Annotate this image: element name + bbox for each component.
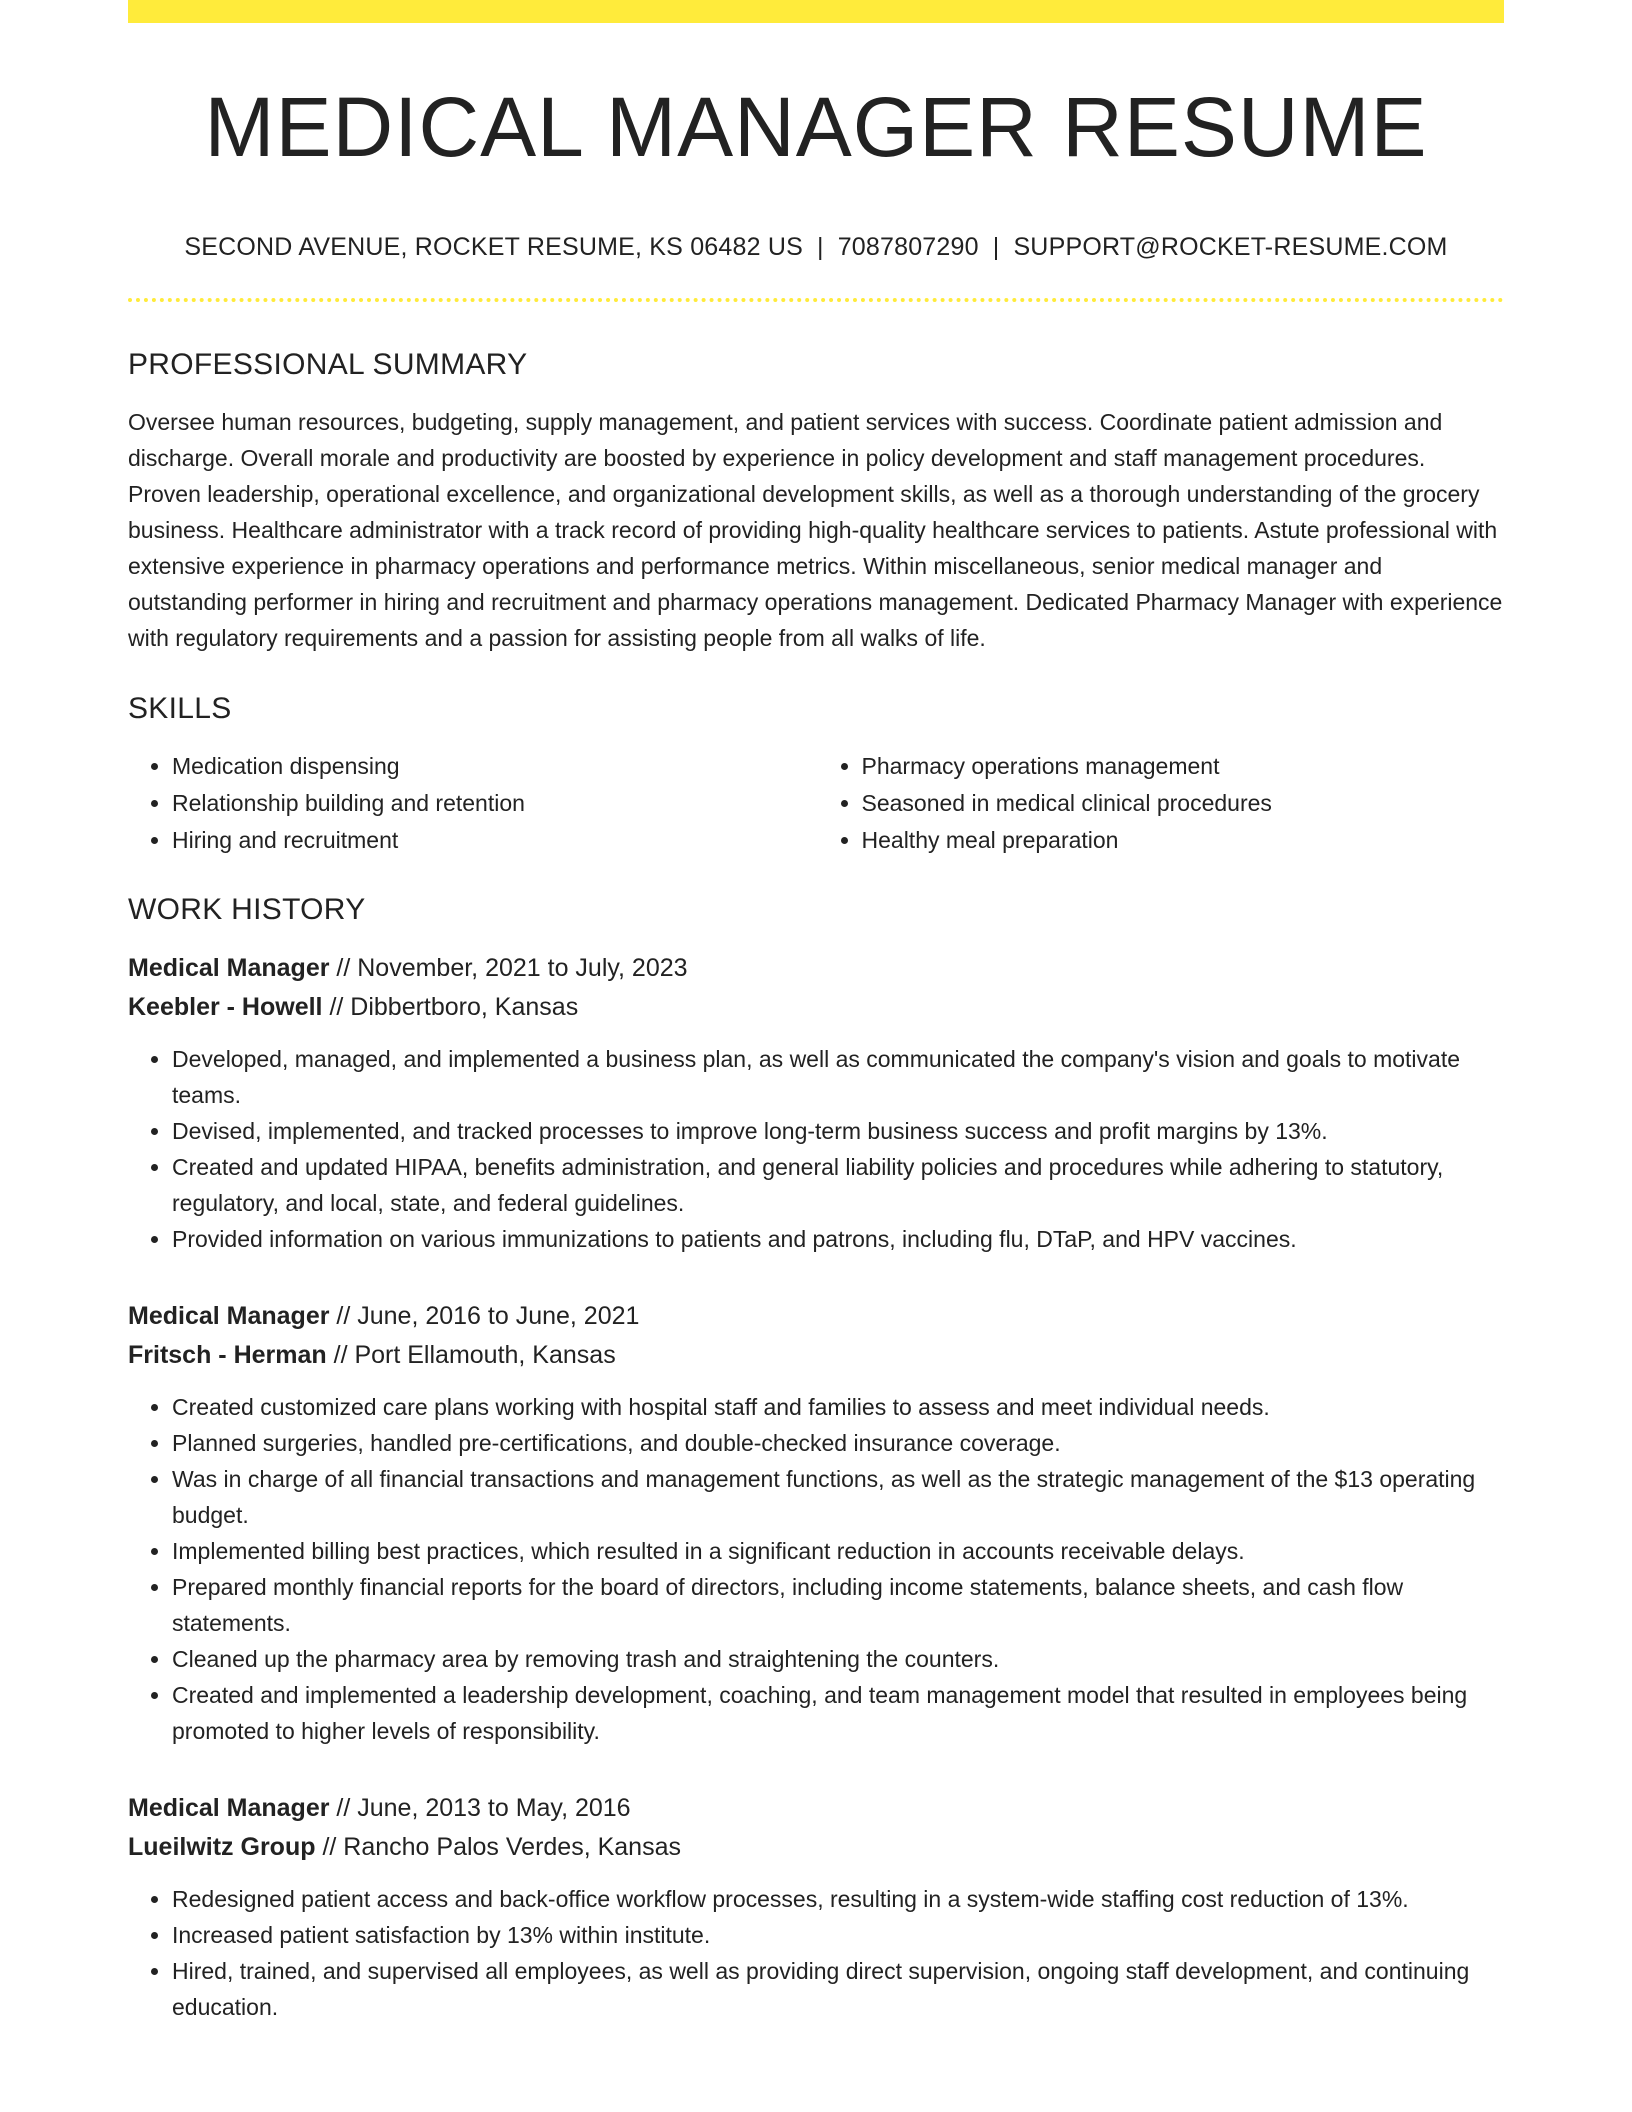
job-entry — [128, 949, 1504, 1257]
job-bullet: • Devised, implemented, and tracked processes to improve long-term business success and profit margins by 13%. — [172, 1113, 1504, 1149]
skill-item: • Seasoned in medical clinical procedures — [862, 785, 1505, 822]
job-dates: // June, 2016 to June, 2021 — [329, 1302, 640, 1330]
job-bullet: • Created and implemented a leadership development, coaching, and team management model that resulted in employees being promoted to higher levels of responsibility. — [172, 1677, 1504, 1749]
job-company-line — [128, 1828, 1504, 1867]
job-entry — [128, 1789, 1504, 2025]
job-location: // Port Ellamouth, Kansas — [326, 1341, 616, 1369]
contact-line — [128, 235, 1504, 260]
job-bullet: • Hired, trained, and supervised all employees, as well as providing direct supervision, ongoing staff development, and continuing education. — [172, 1953, 1504, 2025]
contact-phone: 7087807290 — [837, 233, 979, 261]
job-bullet: • Prepared monthly financial reports for the board of directors, including income statements, balance sheets, and cash flow statements. — [172, 1569, 1504, 1641]
job-bullet: • Cleaned up the pharmacy area by removing trash and straightening the counters. — [172, 1641, 1504, 1677]
job-bullet: • Provided information on various immunizations to patients and patrons, including flu, DTaP, and HPV vaccines. — [172, 1221, 1504, 1257]
job-role: Medical Manager — [128, 1794, 330, 1822]
job-company: Fritsch - Herman — [128, 1341, 327, 1369]
job-company: Keebler - Howell — [128, 993, 323, 1021]
skills-list — [128, 748, 1504, 859]
summary-text: Oversee human resources, budgeting, supply management, and patient services with success. Coordinate patient admission and discharge. Overall morale and productivity are boosted by experience in policy development and staff management procedures. Proven leadership, operational excellence, and organizational development skills, as well as a thorough understanding of the grocery business. Healthcare administrator with a track record of providing high-quality healthcare services to patients. Astute professional with extensive experience in pharmacy operations and performance metrics. Within miscellaneous, senior medical manager and outstanding performer in hiring and recruitment and pharmacy operations management. Dedicated Pharmacy Manager with experience with regulatory requirements and a passion for assisting people from all walks of life. — [128, 409, 1503, 651]
contact-separator: | — [992, 233, 1000, 261]
skill-item: • Relationship building and retention — [172, 785, 815, 822]
work-history-heading: WORK HISTORY — [128, 893, 366, 926]
summary-heading: PROFESSIONAL SUMMARY — [128, 348, 528, 381]
resume-title: MEDICAL MANAGER RESUME — [204, 80, 1428, 174]
job-role-line — [128, 1297, 1504, 1336]
job-bullet: • Created customized care plans working with hospital staff and families to assess and meet individual needs. — [172, 1389, 1504, 1425]
job-role: Medical Manager — [128, 1302, 330, 1330]
job-bullet: • Created and updated HIPAA, benefits administration, and general liability policies and procedures while adhering to statutory, regulatory, and local, state, and federal guidelines. — [172, 1149, 1504, 1221]
job-bullets — [128, 1041, 1504, 1257]
job-bullet: • Increased patient satisfaction by 13% within institute. — [172, 1917, 1504, 1953]
job-company-line — [128, 1336, 1504, 1375]
contact-address: SECOND AVENUE, ROCKET RESUME, KS 06482 US — [184, 233, 803, 261]
skill-item: • Pharmacy operations management — [862, 748, 1505, 785]
skills-heading: SKILLS — [128, 692, 232, 725]
job-entry — [128, 1297, 1504, 1749]
job-bullets — [128, 1881, 1504, 2025]
job-bullet: • Was in charge of all financial transactions and management functions, as well as the strategic management of the $13 operating budget. — [172, 1461, 1504, 1533]
job-dates: // November, 2021 to July, 2023 — [329, 954, 688, 982]
job-bullet: • Planned surgeries, handled pre-certifications, and double-checked insurance coverage. — [172, 1425, 1504, 1461]
top-accent-bar — [128, 0, 1504, 23]
job-role-line — [128, 1789, 1504, 1828]
skill-item: • Medication dispensing — [172, 748, 815, 785]
skill-item: • Hiring and recruitment — [172, 822, 815, 859]
dotted-divider — [128, 298, 1504, 302]
job-bullets — [128, 1389, 1504, 1749]
skills-column-right — [815, 748, 1505, 859]
job-bullet: • Implemented billing best practices, which resulted in a significant reduction in accounts receivable delays. — [172, 1533, 1504, 1569]
skill-item: • Healthy meal preparation — [862, 822, 1505, 859]
job-company-line — [128, 988, 1504, 1027]
resume-page — [128, 0, 1504, 2025]
job-bullet: • Redesigned patient access and back-office workflow processes, resulting in a system-wide staffing cost reduction of 13%. — [172, 1881, 1504, 1917]
job-role-line — [128, 949, 1504, 988]
job-bullet: • Developed, managed, and implemented a business plan, as well as communicated the company's vision and goals to motivate teams. — [172, 1041, 1504, 1113]
skills-column-left — [128, 748, 815, 859]
contact-email: SUPPORT@ROCKET-RESUME.COM — [1013, 233, 1448, 261]
contact-separator: | — [816, 233, 824, 261]
job-company: Lueilwitz Group — [128, 1833, 316, 1861]
job-dates: // June, 2013 to May, 2016 — [329, 1794, 631, 1822]
job-role: Medical Manager — [128, 954, 330, 982]
job-location: // Dibbertboro, Kansas — [322, 993, 579, 1021]
job-location: // Rancho Palos Verdes, Kansas — [315, 1833, 681, 1861]
